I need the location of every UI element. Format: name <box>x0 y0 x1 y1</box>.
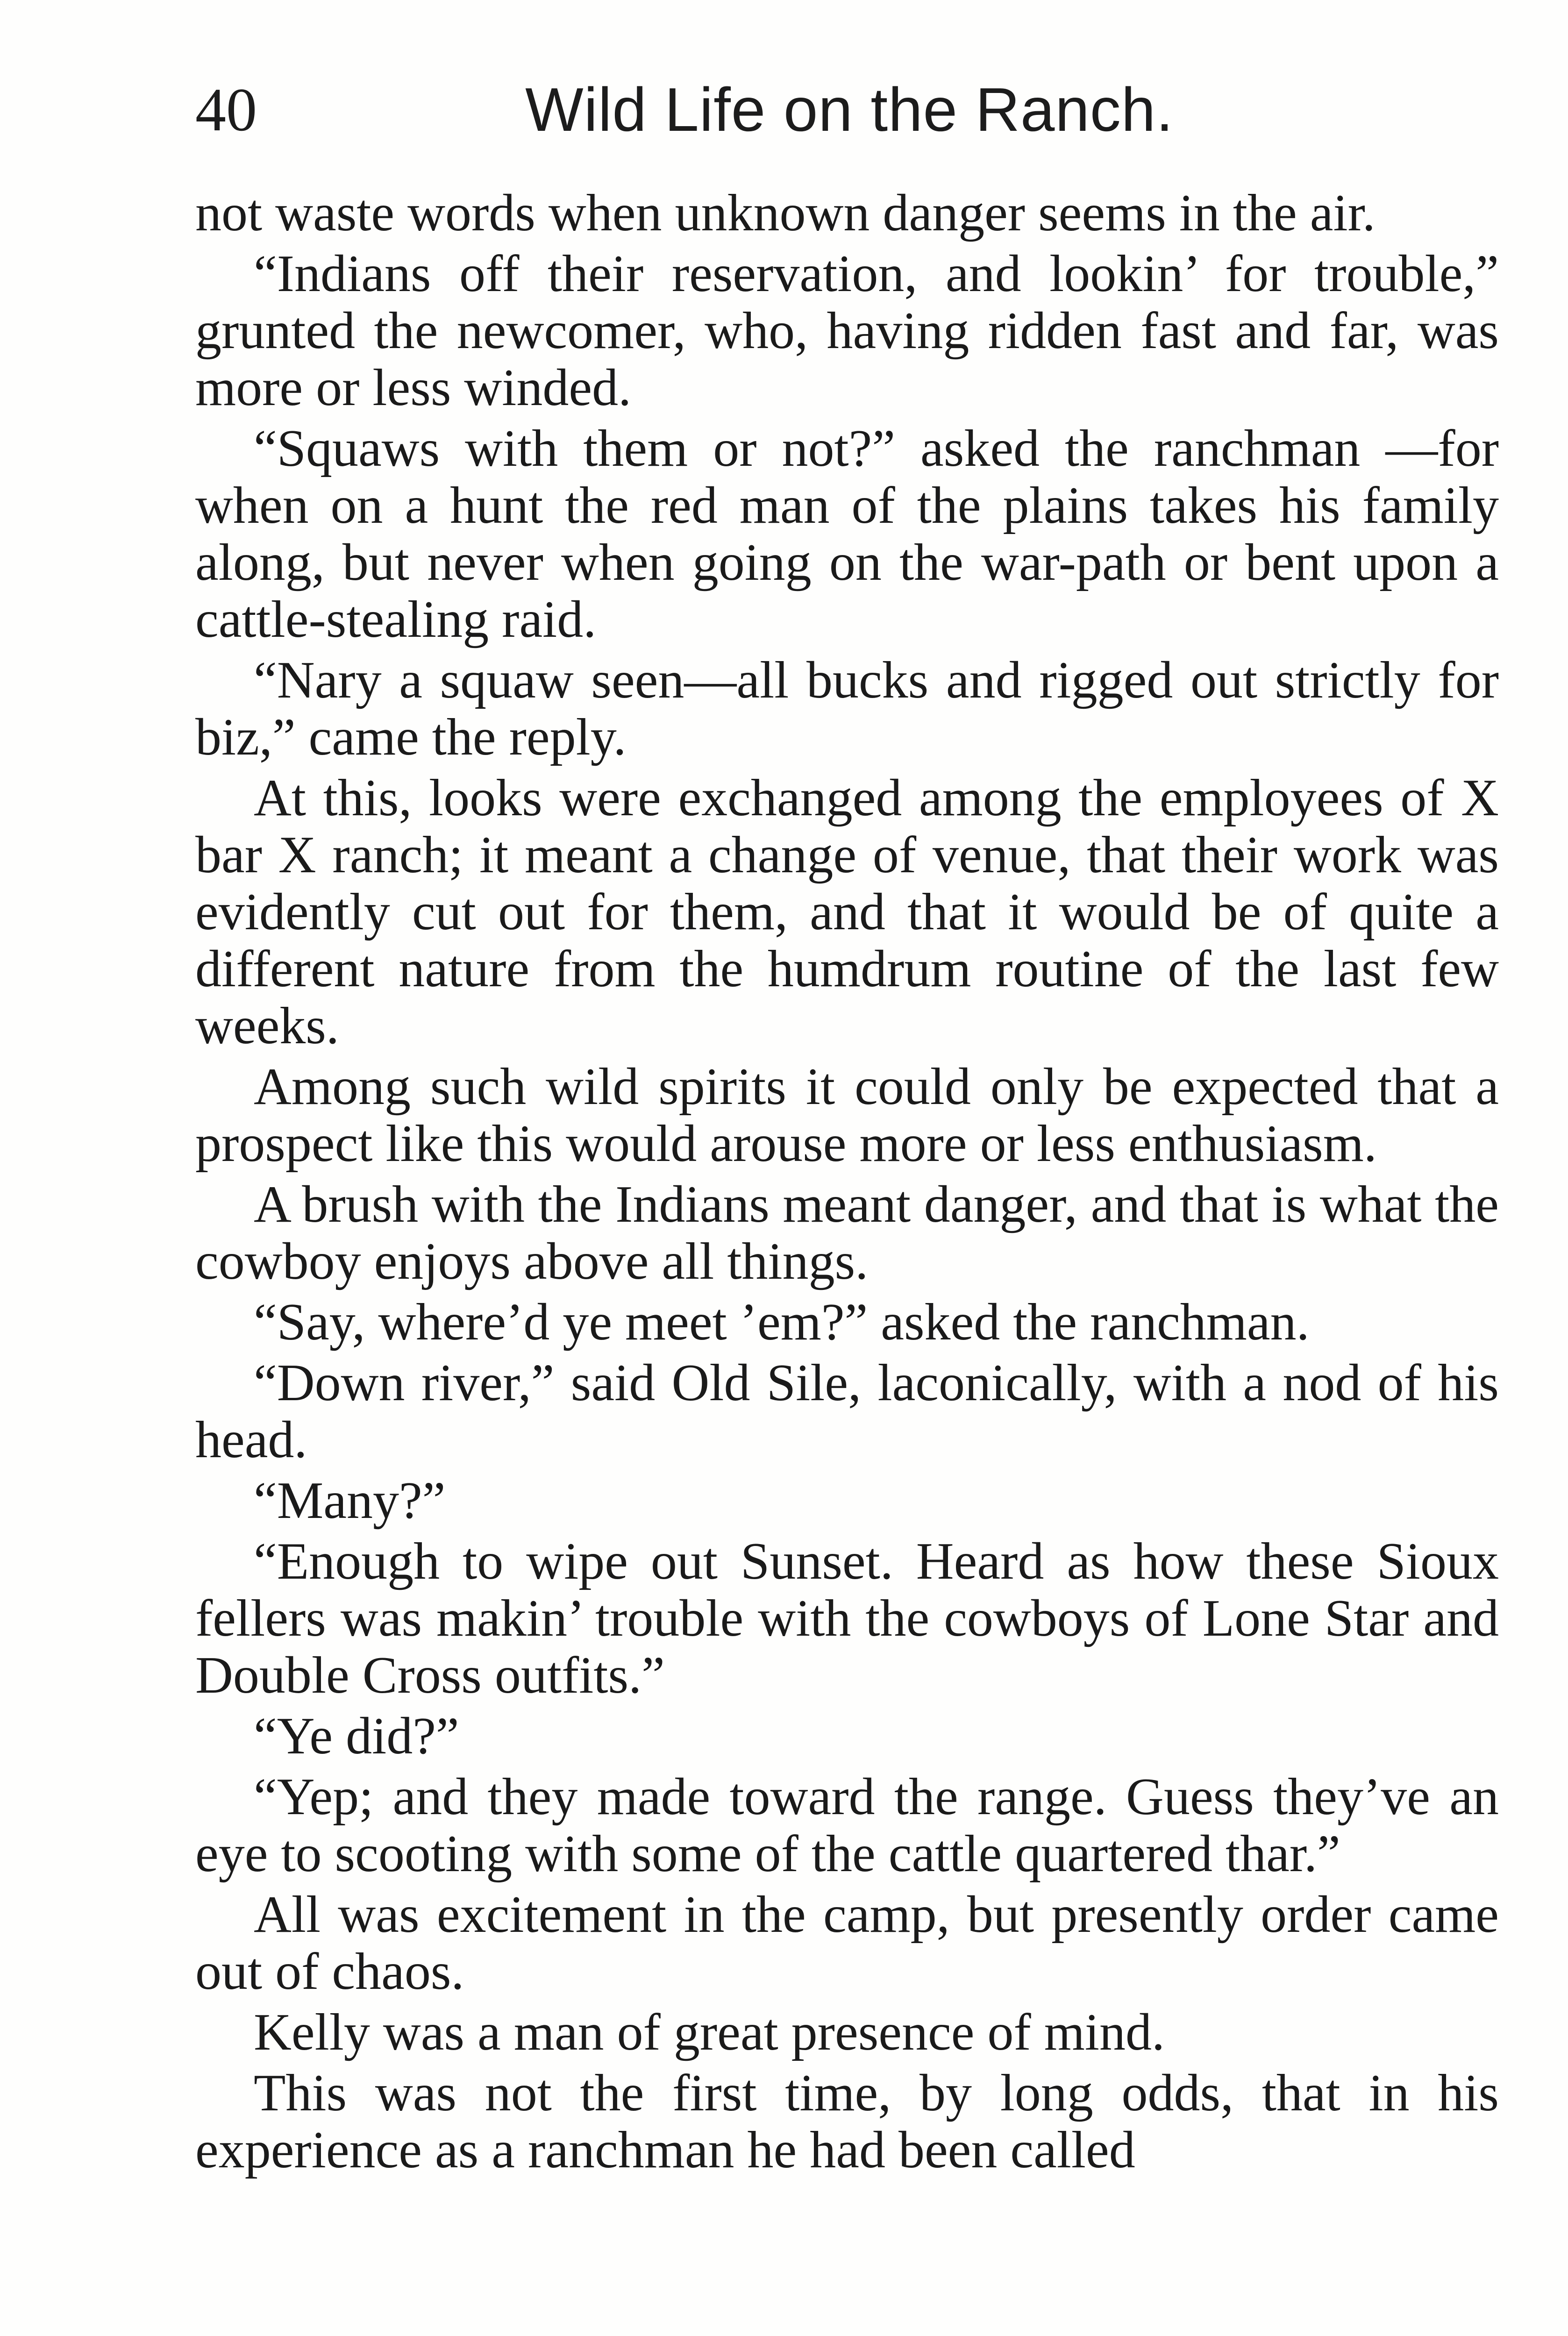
paragraph: Among such wild spirits it could only be expected that a prospect like this would arouse more or less enthusiasm. <box>195 1058 1499 1173</box>
paragraph: This was not the first time, by long odds, that in his experience as a ranchman he had been called <box>195 2064 1499 2179</box>
paragraph: Kelly was a man of great presence of mind. <box>254 2003 1165 2061</box>
paragraph: “Indians off their reservation, and lookin’ for trouble,” grunted the newcomer, who, having ridden fast and far, was more or less winded. <box>195 245 1499 417</box>
paragraph: not waste words when unknown danger seems in the air. <box>195 184 1376 242</box>
paragraph: “Enough to wipe out Sunset. Heard as how these Sioux fellers was makin’ trouble with the cowboys of Lone Star and Double Cross outfits.” <box>195 1532 1499 1704</box>
page-header <box>195 70 1504 150</box>
paragraph: “Say, where’d ye meet ’em?” asked the ranchman. <box>254 1293 1310 1351</box>
paragraph: A brush with the Indians meant danger, and that is what the cowboy enjoys above all things. <box>195 1175 1499 1290</box>
paragraph: “Nary a squaw seen—all bucks and rigged out strictly for biz,” came the reply. <box>195 651 1499 766</box>
paragraph: “Ye did?” <box>254 1707 459 1765</box>
paragraph: “Squaws with them or not?” asked the ranchman —for when on a hunt the red man of the plains takes his family along, but never when going on the war-path or bent upon a cattle-stealing raid. <box>195 420 1499 648</box>
paragraph: “Down river,” said Old Sile, laconically, with a nod of his head. <box>195 1354 1499 1469</box>
paragraph: At this, looks were exchanged among the employees of X bar X ranch; it meant a change of venue, that their work was evidently cut out for them, and that it would be of quite a different nature from the humdrum routine of the last few weeks. <box>195 769 1499 1055</box>
paragraph: “Yep; and they made toward the range. Guess they’ve an eye to scooting with some of the cattle quartered thar.” <box>195 1768 1499 1883</box>
body-text <box>195 185 1499 2179</box>
paragraph: All was excitement in the camp, but presently order came out of chaos. <box>195 1886 1499 2001</box>
paragraph: “Many?” <box>254 1472 446 1530</box>
page-number: 40 <box>195 75 257 144</box>
running-head: Wild Life on the Ranch. <box>525 75 1174 144</box>
